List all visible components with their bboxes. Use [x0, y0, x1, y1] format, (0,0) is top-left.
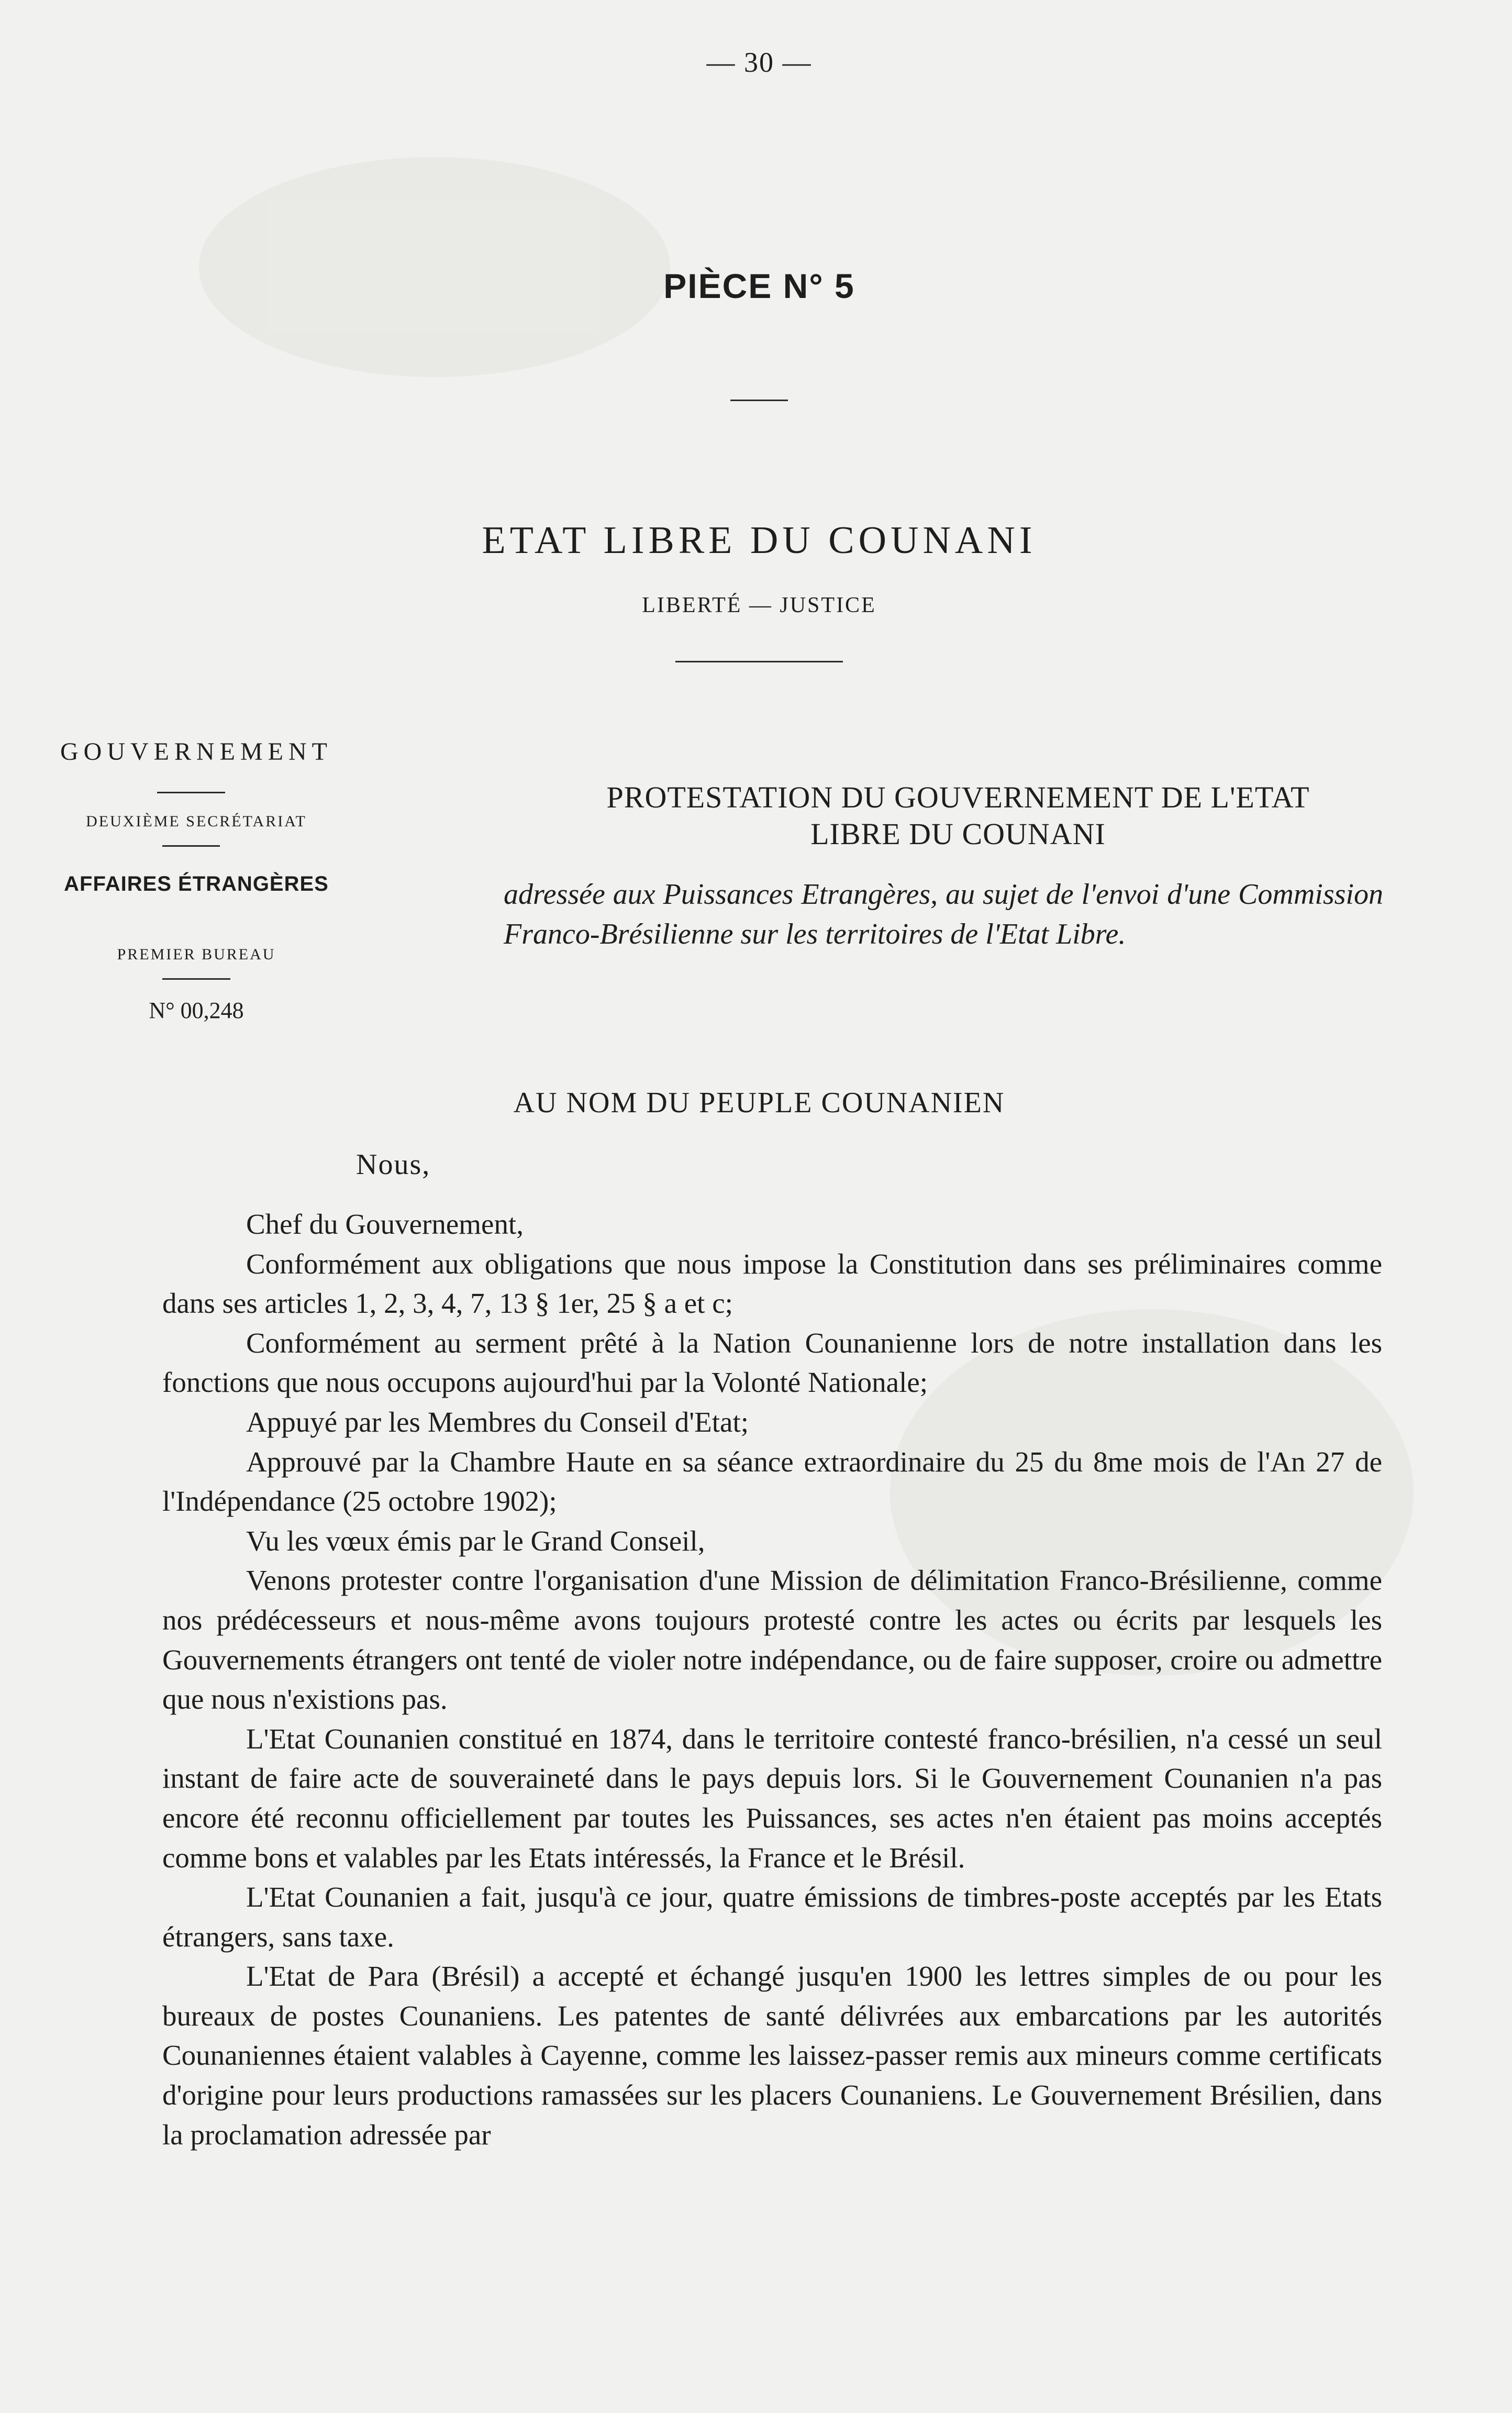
- government-rule: [157, 792, 225, 793]
- paragraph: Venons protester contre l'organisation d'une Mission de délimitation Franco-Brésilienne, comme nos prédécesseurs et nous-même avons toujours protesté contre les actes ou écrits par lesquels les Gouvernements étrangers ont tenté de violer notre indépendance, ou de faire supposer, croire ou admettre que nous n'existions pas.: [162, 1564, 1382, 1715]
- paragraph: Chef du Gouvernement,: [246, 1208, 524, 1240]
- motto-rule: [675, 661, 843, 662]
- protest-heading-line-1: PROTESTATION DU GOUVERNEMENT DE L'ETAT: [606, 780, 1310, 814]
- protest-subtitle: adressée aux Puissances Etrangères, au sujet de l'envoi d'une Commission Franco-Brésilienne sur les territoires de l'Etat Libre.: [504, 878, 1383, 950]
- government-label: GOUVERNEMENT: [60, 738, 332, 766]
- secretariat-label: DEUXIÈME SECRÉTARIAT: [86, 813, 307, 830]
- paragraph: L'Etat Counanien a fait, jusqu'à ce jour, quatre émissions de timbres-poste acceptés par les Etats étrangers, sans taxe.: [162, 1881, 1382, 1953]
- protest-heading-line-2: LIBRE DU COUNANI: [810, 817, 1106, 851]
- paragraph: Conformément aux obligations que nous impose la Constitution dans ses préliminaires comme dans ses articles 1, 2, 3, 4, 7, 13 § 1er, 25 § a et c;: [162, 1247, 1382, 1320]
- in-the-name-of: AU NOM DU PEUPLE COUNANIEN: [513, 1087, 1005, 1119]
- protest-heading: [524, 779, 1393, 853]
- bureau-label: PREMIER BUREAU: [117, 946, 276, 963]
- motto: LIBERTÉ — JUSTICE: [642, 593, 876, 617]
- paragraph: Appuyé par les Membres du Conseil d'Etat;: [246, 1405, 749, 1438]
- salutation: Nous,: [356, 1148, 431, 1181]
- body-text: [162, 1204, 1382, 2154]
- paragraph: Vu les vœux émis par le Grand Conseil,: [246, 1524, 705, 1557]
- paragraph: Approuvé par la Chambre Haute en sa séance extraordinaire du 25 du 8me mois de l'An 27 de l'Indépendance (25 octobre 1902);: [162, 1445, 1382, 1518]
- secretariat-rule: [162, 845, 220, 847]
- bureau-rule: [162, 978, 230, 980]
- paragraph: L'Etat de Para (Brésil) a accepté et échangé jusqu'en 1900 les lettres simples de ou pour les bureaux de postes Counaniens. Les patentes de santé délivrées aux embarcations par les autorités Counaniennes étaient valables à Cayenne, comme les laissez-passer remis aux mineurs comme certificats d'origine pour leurs productions ramassées sur les placers Counaniens. Le Gouvernement Brésilien, dans la proclamation adressée par: [162, 1960, 1382, 2151]
- paragraph: L'Etat Counanien constitué en 1874, dans le territoire contesté franco-brésilien, n'a cessé un seul instant de faire acte de souveraineté dans le pays depuis lors. Si le Gouvernement Counanien n'a pas encore été reconnu officiellement par toutes les Puissances, ses actes n'en étaient pas moins acceptés comme bons et valables par les Etats intéressés, la France et le Brésil.: [162, 1722, 1382, 1874]
- reference-number: N° 00,248: [149, 998, 244, 1023]
- department-label: AFFAIRES ÉTRANGÈRES: [64, 872, 329, 895]
- paragraph: Conformément au serment prêté à la Nation Counanienne lors de notre installation dans les fonctions que nous occupons aujourd'hui par la Volonté Nationale;: [162, 1326, 1382, 1399]
- state-title: ETAT LIBRE DU COUNANI: [482, 519, 1037, 562]
- title-rule: [730, 400, 788, 401]
- piece-title: PIÈCE N° 5: [663, 267, 855, 305]
- page-number: — 30 —: [706, 47, 812, 78]
